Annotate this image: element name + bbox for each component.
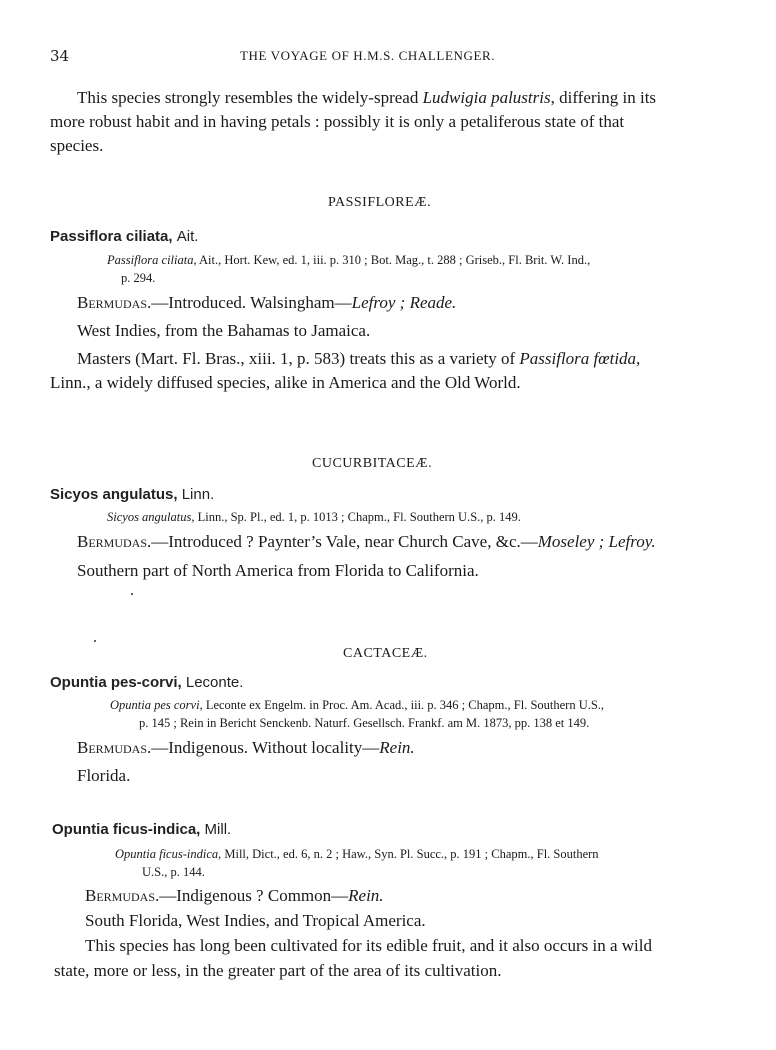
- locality-line: [77, 532, 656, 552]
- intro-line-2: more robust habit and in having petals : possibly it is only a petaliferous state of that: [50, 112, 625, 131]
- species-author: Mill.: [204, 821, 232, 838]
- species-binomial: Sicyos angulatus,: [50, 486, 178, 503]
- reference-italic: Sicyos angulatus,: [107, 510, 195, 524]
- page-number: 34: [50, 47, 70, 65]
- reference-text: Leconte ex Engelm. in Proc. Am. Acad., iii. p. 346 ; Chapm., Fl. Southern U.S.,: [202, 698, 605, 712]
- locality-text: .—Indigenous ? Common—: [155, 886, 349, 905]
- reference-text: Mill, Dict., ed. 6, n. 2 ; Haw., Syn. Pl. Succ., p. 191 ; Chapm., Fl. Southern: [221, 847, 599, 861]
- species-author: Leconte.: [185, 674, 244, 691]
- locality-line: [77, 293, 456, 313]
- species-author: Linn.: [181, 486, 215, 503]
- intro-line-3: species.: [50, 136, 104, 155]
- note-line-1: [77, 349, 640, 369]
- distribution-line: Florida.: [77, 766, 131, 785]
- species-binomial: Opuntia pes-corvi,: [50, 674, 182, 691]
- reference-line-2: p. 145 ; Rein in Bericht Senckenb. Naturf. Gesellsch. Frankf. am M. 1873, pp. 138 et 149.: [139, 716, 590, 730]
- reference-line-2: U.S., p. 144.: [142, 865, 205, 879]
- reference-line-1: [107, 252, 590, 269]
- locality-label: Bermudas: [77, 738, 148, 757]
- distribution-line: West Indies, from the Bahamas to Jamaica.: [77, 321, 371, 340]
- species-name: [52, 821, 231, 838]
- collector-names: Rein.: [379, 738, 415, 757]
- note-line-1: This species has long been cultivated for its edible fruit, and it also occurs in a wild: [85, 936, 652, 955]
- intro-line-1: [77, 88, 656, 108]
- species-name: [50, 486, 214, 503]
- species-name: [50, 228, 198, 245]
- note-italic: Passiflora fœtida,: [519, 349, 641, 368]
- reference-italic: Opuntia pes corvi,: [110, 698, 203, 712]
- reference-line-1: [110, 697, 604, 714]
- note-line-2: Linn., a widely diffused species, alike in America and the Old World.: [50, 373, 521, 392]
- species-author: Ait.: [176, 228, 199, 245]
- distribution-line: Southern part of North America from Florida to California.: [77, 561, 479, 580]
- section-heading-cactaceae: CACTACEÆ.: [343, 646, 428, 661]
- locality-text: .—Introduced. Walsingham—: [147, 293, 352, 312]
- speck-mark: [94, 640, 96, 642]
- speck-mark: [131, 593, 133, 595]
- locality-line: [77, 738, 415, 758]
- reference-text: Ait., Hort. Kew, ed. 1, iii. p. 310 ; Bot. Mag., t. 288 ; Griseb., Fl. Brit. W. Ind.,: [196, 253, 591, 267]
- note-line-2: state, more or less, in the greater part of the area of its cultivation.: [54, 961, 502, 980]
- locality-label: Bermudas: [85, 886, 156, 905]
- collector-names: Lefroy ; Reade.: [351, 293, 457, 312]
- locality-label: Bermudas: [77, 293, 148, 312]
- collector-names: Rein.: [348, 886, 384, 905]
- reference-italic: Passiflora ciliata,: [107, 253, 197, 267]
- locality-label: Bermudas: [77, 532, 148, 551]
- note-text: Masters (Mart. Fl. Bras., xiii. 1, p. 583) treats this as a variety of: [77, 349, 520, 368]
- section-heading-cucurbitaceae: CUCURBITACEÆ.: [312, 456, 433, 471]
- species-binomial: Opuntia ficus-indica,: [52, 821, 201, 838]
- locality-text: .—Introduced ? Paynter’s Vale, near Church Cave, &c.—: [147, 532, 538, 551]
- reference-italic: Opuntia ficus-indica,: [115, 847, 222, 861]
- reference-line-2: p. 294.: [121, 271, 156, 285]
- intro-text: , differing in its: [550, 88, 657, 107]
- collector-names: Moseley ; Lefroy.: [537, 532, 656, 551]
- species-binomial: Passiflora ciliata,: [50, 228, 173, 245]
- section-heading-passifloreae: PASSIFLOREÆ.: [328, 195, 432, 210]
- reference-line-1: [115, 846, 599, 863]
- reference-text: Linn., Sp. Pl., ed. 1, p. 1013 ; Chapm., Fl. Southern U.S., p. 149.: [194, 510, 521, 524]
- intro-italic: Ludwigia palustris: [422, 88, 551, 107]
- reference-line-1: [107, 509, 521, 526]
- locality-line: [85, 886, 384, 906]
- locality-text: .—Indigenous. Without locality—: [147, 738, 380, 757]
- species-name: [50, 674, 243, 691]
- running-title: THE VOYAGE OF H.M.S. CHALLENGER.: [240, 48, 496, 63]
- distribution-line: South Florida, West Indies, and Tropical America.: [85, 911, 426, 930]
- intro-text: This species strongly resembles the widely-spread: [77, 88, 423, 107]
